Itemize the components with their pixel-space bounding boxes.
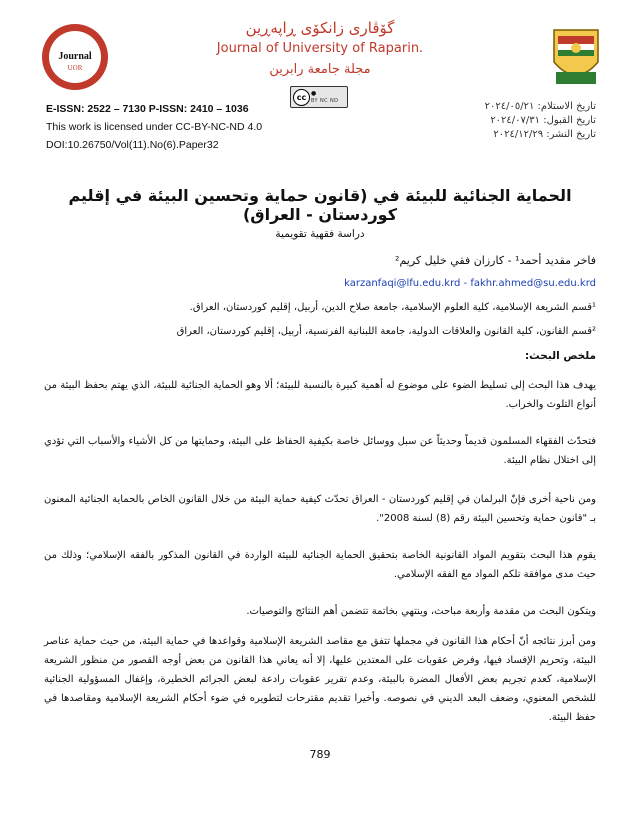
affiliation-1: ¹قسم الشريعة الإسلامية، كلية العلوم الإسلامية، جامعة صلاح الدين، أربيل، إقليم كوردستان، العراق. xyxy=(189,302,596,313)
masthead xyxy=(150,18,490,80)
university-emblem xyxy=(548,22,604,92)
svg-text:UOR: UOR xyxy=(67,64,83,72)
published-date: تاريخ النشر: ٢٠٢٤/١٢/٢٩ xyxy=(493,129,596,140)
accepted-date: تاريخ القبول: ٢٠٢٤/٠٧/٣١ xyxy=(490,115,596,126)
dates-block xyxy=(485,100,596,142)
affiliation-2: ²قسم القانون، كلية القانون والعلاقات الدولية، جامعة اللبنانية الفرنسية، أربيل، إقليم كوردستان، العراق xyxy=(176,326,596,337)
issn-line: E-ISSN: 2522 – 7130 P-ISSN: 2410 – 1036 xyxy=(46,103,249,115)
cc-license-badge[interactable] xyxy=(290,86,348,108)
journal-title-kurdish: گۆڤاری زانكۆی ڕاپەڕین xyxy=(245,19,395,37)
author-emails[interactable]: karzanfaqi@lfu.edu.krd - fakhr.ahmed@su.edu.krd xyxy=(344,278,596,289)
abstract-paragraph-6: ومن أبرز نتائجه أنّ أحكام هذا القانون في مجملها تتفق مع مقاصد الشريعة الإسلامية وقواعدها في حماية البيئة، من حيث حماية عناصر البيئة، وتحريم الإفساد فيها، وفرض عقوبات على المعتدين عليها، إلا أنه يعاني هذا القانون من بعض أوجه القصور من منظور الشريعة الإسلامية، كعدم تجريم بعض الأفعال المضرة بالبيئة، وعدم تقرير عقوبات رادعة لبعض الجرائم الخطيرة، وإغفال المسؤولية الجنائية للشخص المعنوي، وضعف البعد الديني في نصوصه. وأخيرا تقديم مقترحات لتطويره في ضوء أحكام الشريعة الإسلامية ومقاصدها في حفظ البيئة. xyxy=(44,636,596,723)
journal-title-arabic: مجلة جامعة رابرين xyxy=(269,62,371,77)
authors: فاخر مقديد أحمد¹ - كارزان فقي خليل كريم² xyxy=(395,254,596,267)
abstract-paragraph-1: يهدف هذا البحث إلى تسليط الضوء على موضوع له أهمية كبيرة بالنسبة للبيئة؛ ألا وهو الحماية الجنائية للبيئة، الذي يهتم بحفظ البيئة من أنواع التلوث والخراب. xyxy=(44,380,596,410)
publication-meta xyxy=(46,100,262,154)
abstract-paragraph-3: ومن ناحية أخرى فإنّ البرلمان في إقليم كوردستان - العراق تحدّث كيفية حماية البيئة من خلال القانون الخاص بالحماية الجنائية المعنون بـ "قانون حماية وتحسين البيئة رقم (8) لسنة 2008". xyxy=(44,494,596,524)
abstract-paragraph-4: يقوم هذا البحث بتقويم المواد القانونية الخاصة بتحقيق الحماية الجنائية للبيئة الواردة في القانون المذكور بالفقه الإسلامي؛ وذلك من حيث مدى موافقة تلكم المواد مع الفقه الإسلامي. xyxy=(44,550,596,580)
cc-icon: cc xyxy=(293,89,310,106)
journal-title-english: Journal of University of Raparin. xyxy=(216,41,424,56)
received-date: تاريخ الاستلام: ٢٠٢٤/٠٥/٢١ xyxy=(484,101,596,112)
doi-line[interactable]: DOI:10.26750/Vol(11).No(6).Paper32 xyxy=(46,139,219,151)
page-number: 789 xyxy=(309,748,331,761)
paper-title: الحماية الجنائية للبيئة في (قانون حماية وتحسين البيئة في إقليم كوردستان - العراق) xyxy=(68,186,572,224)
cc-badge-sub: BY NC ND xyxy=(311,98,339,104)
abstract-paragraph-2: فتحدّث الفقهاء المسلمون قديماً وحديثاً عن سبل ووسائل خاصة بكيفية الحفاظ على البيئة، وحمايتها من كل الأشياء والأسباب التي تؤدي إلى اختلال نظام البيئة. xyxy=(44,436,596,466)
license-line: This work is licensed under CC-BY-NC-ND 4.0 xyxy=(46,121,263,133)
abstract-heading: ملخص البحث: xyxy=(524,350,596,362)
cc-by-icon: ● xyxy=(311,90,317,97)
paper-subtitle: دراسة فقهية تقويمية xyxy=(275,228,365,240)
journal-logo xyxy=(40,22,110,92)
abstract-paragraph-5: ويتكون البحث من مقدمة وأربعة مباحث، وينتهي بخاتمة تتضمن أهم النتائج والتوصيات. xyxy=(246,606,596,617)
svg-text:Journal: Journal xyxy=(58,51,92,62)
